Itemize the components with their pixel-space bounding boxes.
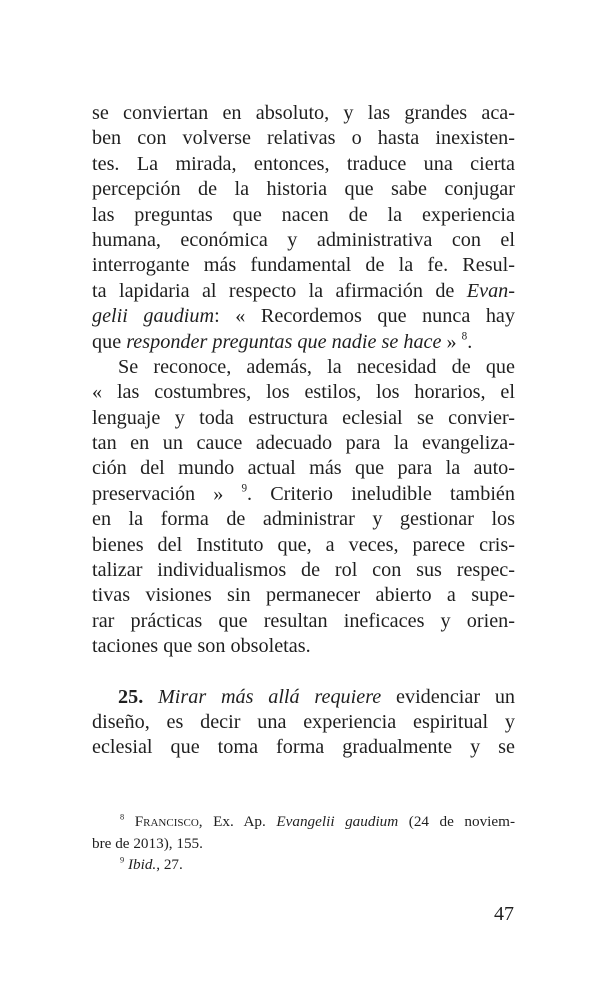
footnote-9 bbox=[92, 854, 515, 876]
italic-run: Evan- bbox=[466, 279, 515, 302]
text-line: ben con volverse relativas o hasta inexisten- bbox=[92, 127, 515, 150]
text-line: tivas visiones sin permanecer abierto a supe- bbox=[92, 584, 515, 607]
footnote-8 bbox=[92, 811, 515, 833]
italic-run: Evangelii gaudium bbox=[276, 813, 399, 830]
paragraph-2 bbox=[92, 355, 515, 660]
text-run: que bbox=[92, 330, 127, 353]
text-line bbox=[92, 330, 515, 355]
text-line bbox=[92, 279, 515, 304]
text-run: ta lapidaria al respecto la afirmación de bbox=[92, 279, 467, 302]
text-line: se conviertan en absoluto, y las grandes aca- bbox=[92, 102, 515, 124]
footnote-author: Francisco bbox=[134, 813, 199, 830]
text-line bbox=[92, 304, 515, 329]
footnote-ref-8[interactable]: 8 bbox=[461, 330, 468, 343]
section-gap bbox=[92, 660, 515, 685]
text-line bbox=[92, 482, 515, 507]
text-line: Se reconoce, además, la necesidad de que bbox=[118, 355, 515, 378]
text-run: preservación » bbox=[92, 482, 242, 505]
text-line: humana, económica y administrativa con el bbox=[92, 228, 515, 251]
paragraph-1 bbox=[92, 101, 515, 355]
text-run: (24 de noviem- bbox=[398, 813, 515, 830]
body-text bbox=[92, 101, 515, 761]
text-line: las preguntas que nacen de la experiencia bbox=[92, 203, 515, 226]
text-run: . Criterio ineludible también bbox=[247, 482, 515, 505]
page-number: 47 bbox=[494, 903, 514, 925]
text-line: interrogante más fundamental de la fe. Resul- bbox=[92, 254, 515, 277]
footnote-8-cont: bre de 2013), 155. bbox=[92, 834, 203, 852]
text-run: , Ex. Ap. bbox=[198, 813, 277, 830]
footnote-mark: 8 bbox=[120, 812, 125, 822]
text-line: bienes del Instituto que, a veces, parece cris- bbox=[92, 533, 515, 556]
footnote-mark: 9 bbox=[120, 855, 125, 865]
italic-run: Ibid. bbox=[127, 856, 157, 873]
footnotes bbox=[92, 811, 515, 876]
text-line bbox=[92, 685, 515, 710]
text-line: eclesial que toma forma gradualmente y se bbox=[92, 736, 515, 759]
text-line: en la forma de administrar y gestionar los bbox=[92, 508, 515, 531]
italic-run: responder preguntas que nadie se hace bbox=[126, 330, 442, 353]
text-line: talizar individualismos de rol con sus respec- bbox=[92, 559, 515, 582]
text-run: . bbox=[467, 330, 473, 353]
text-line: diseño, es decir una experiencia espiritual y bbox=[92, 710, 515, 733]
footnote-ref-9[interactable]: 9 bbox=[241, 482, 248, 495]
text-line: tes. La mirada, entonces, traduce una cierta bbox=[92, 152, 515, 175]
text-line: rar prácticas que resultan ineficaces y orien- bbox=[92, 609, 515, 632]
text-line: percepción de la historia que sabe conjugar bbox=[92, 178, 515, 201]
text-run: evidenciar un bbox=[381, 685, 516, 708]
text-run: , 27. bbox=[156, 856, 183, 873]
text-line: « las costumbres, los estilos, los horarios, el bbox=[92, 381, 515, 404]
italic-run: Mirar más allá requiere bbox=[157, 685, 382, 708]
text-line: ción del mundo actual más que para la auto- bbox=[92, 457, 515, 480]
paragraph-number: 25. bbox=[118, 685, 144, 708]
text-line: tan en un cauce adecuado para la evangeliza- bbox=[92, 432, 515, 455]
text-line: taciones que son obsoletas. bbox=[92, 635, 311, 658]
italic-run: gelii gaudium bbox=[92, 305, 215, 328]
paragraph-25 bbox=[92, 685, 515, 761]
text-line: lenguaje y toda estructura eclesial se convier- bbox=[92, 406, 515, 429]
text-run: : « Recordemos que nunca hay bbox=[214, 305, 515, 328]
text-run: » bbox=[441, 330, 462, 353]
